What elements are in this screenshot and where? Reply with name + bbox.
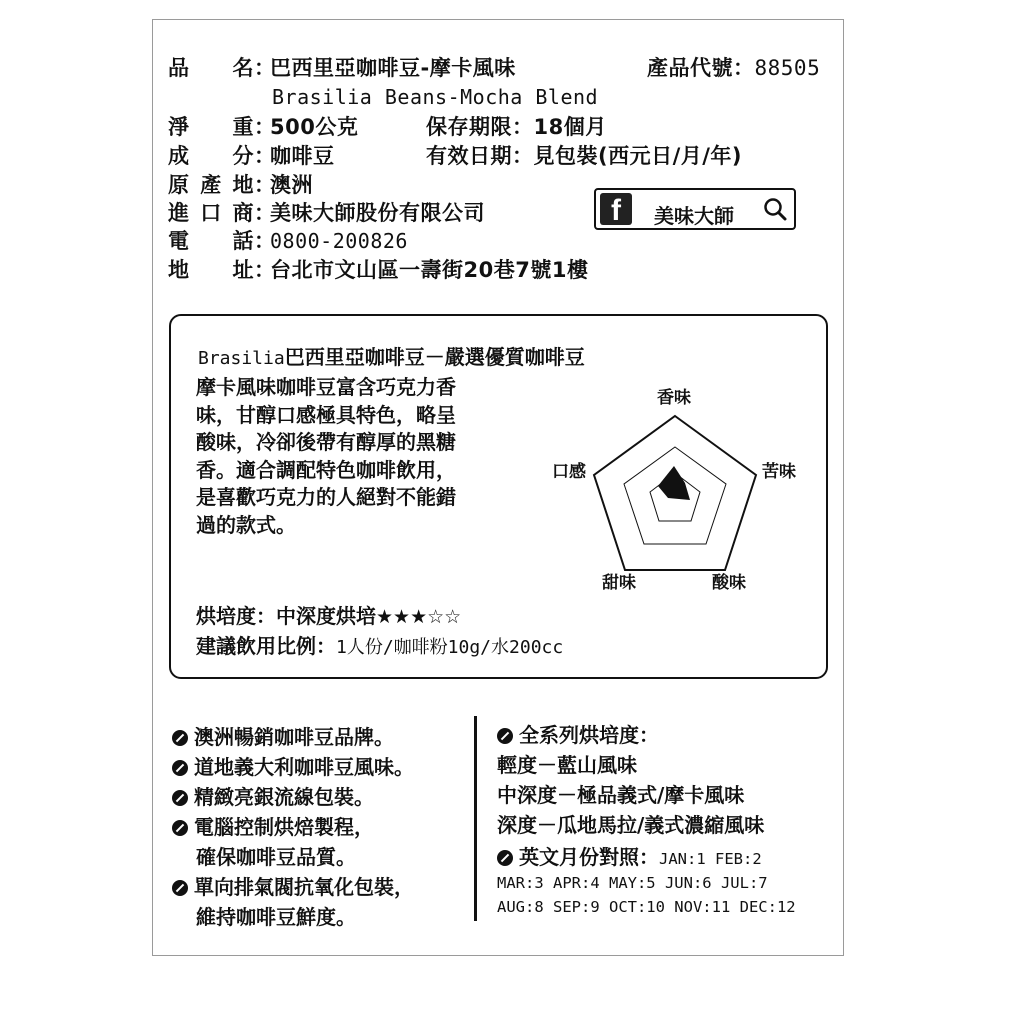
roast-series-line: 中深度－極品義式/摩卡風味 [497, 783, 745, 807]
panel-title [198, 341, 585, 370]
product-code: 88505 [754, 56, 821, 80]
phone-label: 電 話 [168, 229, 254, 253]
bullet-icon [497, 850, 513, 866]
feature-item: 電腦控制烘焙製程， [172, 812, 414, 842]
bullet-icon [172, 880, 188, 896]
feature-item: 單向排氣閥抗氧化包裝， [172, 872, 414, 902]
flavor-description [196, 374, 456, 539]
shelf-life-row [426, 117, 607, 138]
ingredients-label: 成 分 [168, 144, 254, 168]
product-code-label: 產品代號： [647, 56, 755, 80]
product-code-row [647, 58, 820, 79]
feature-list [172, 722, 414, 932]
month-line: JAN:1 FEB:2 [659, 850, 762, 868]
bullet-icon [172, 790, 188, 806]
ingredients-value: 咖啡豆 [270, 144, 335, 168]
phone-value: 0800-200826 [270, 229, 408, 253]
product-name-row: 品 名：巴西里亞咖啡豆-摩卡風味 [168, 56, 516, 80]
roast-series-line: 深度－瓜地馬拉/義式濃縮風味 [497, 813, 765, 837]
origin-label: 原產地 [168, 173, 254, 197]
weight-row: 淨 重：500公克 [168, 115, 359, 139]
month-reference-heading: 英文月份對照： [519, 845, 659, 869]
weight-value: 500公克 [270, 115, 359, 139]
description-line: 味，甘醇口感極具特色，略呈 [196, 402, 456, 427]
radar-label-sour: 酸味 [712, 573, 746, 593]
radar-label-sweet: 甜味 [602, 573, 636, 593]
month-reference [497, 845, 796, 919]
roast-level-label: 烘培度：中深度烘培 [196, 604, 376, 628]
facebook-icon: f [600, 193, 632, 225]
panel-title-text: 巴西里亞咖啡豆－嚴選優質咖啡豆 [284, 345, 585, 369]
address-label: 地 址 [168, 258, 254, 282]
importer-label: 進口商 [168, 201, 254, 225]
shelf-life-label: 保存期限： [426, 115, 534, 139]
address-row: 地 址：台北市文山區一壽街20巷7號1樓 [168, 258, 589, 282]
flavor-radar-chart [540, 380, 820, 600]
brew-ratio [196, 630, 563, 659]
feature-item: 精緻亮銀流線包裝。 [172, 782, 414, 812]
bullet-icon [497, 728, 513, 744]
shelf-life-value: 18個月 [533, 115, 607, 139]
month-line: MAR:3 APR:4 MAY:5 JUN:6 JUL:7 [497, 874, 768, 892]
expiry-label: 有效日期： [426, 144, 534, 168]
product-name-label: 品 名 [168, 56, 254, 80]
roast-series-line: 輕度－藍山風味 [497, 753, 637, 777]
radar-label-bitter: 苦味 [762, 462, 796, 482]
feature-item: 澳洲暢銷咖啡豆品牌。 [172, 722, 414, 752]
description-line: 摩卡風味咖啡豆富含巧克力香 [196, 375, 456, 399]
roast-level [196, 600, 461, 629]
weight-label: 淨 重 [168, 115, 254, 139]
bullet-icon [172, 730, 188, 746]
description-line: 香。適合調配特色咖啡飲用， [196, 457, 456, 482]
radar-label-aroma: 香味 [657, 388, 691, 408]
bullet-icon [172, 760, 188, 776]
product-name: 巴西里亞咖啡豆-摩卡風味 [270, 56, 516, 80]
feature-item-continuation: 確保咖啡豆品質。 [196, 845, 356, 869]
expiry-value: 見包裝(西元日/月/年) [533, 144, 743, 168]
importer-row: 進口商：美味大師股份有限公司 [168, 201, 485, 225]
bullet-icon [172, 820, 188, 836]
description-line: 酸味，冷卻後帶有醇厚的黑糖 [196, 430, 456, 454]
feature-item-continuation: 維持咖啡豆鮮度。 [196, 905, 356, 929]
radar-flavor-profile [658, 466, 690, 500]
facebook-search-box [594, 188, 796, 230]
importer-value: 美味大師股份有限公司 [270, 201, 485, 225]
expiry-row [426, 146, 742, 167]
brew-ratio-value: 1人份/咖啡粉10g/水200cc [336, 637, 564, 658]
brew-ratio-label: 建議飲用比例： [196, 634, 336, 658]
description-line: 是喜歡巧克力的人絕對不能錯 [196, 485, 456, 509]
origin-row: 原產地：澳洲 [168, 173, 313, 197]
product-english-name: Brasilia Beans-Mocha Blend [272, 85, 599, 109]
feature-item: 道地義大利咖啡豆風味。 [172, 752, 414, 782]
roast-series [497, 720, 764, 840]
description-line: 過的款式。 [196, 512, 296, 537]
roast-stars: ★★★☆☆ [376, 606, 462, 628]
panel-title-brand: Brasilia [198, 348, 285, 369]
address-value: 台北市文山區一壽街20巷7號1樓 [270, 258, 589, 282]
roast-series-heading: 全系列烘培度： [497, 720, 764, 750]
search-icon [762, 196, 788, 222]
facebook-page-name: 美味大師 [654, 204, 734, 228]
phone-row: 電 話：0800-200826 [168, 229, 408, 253]
month-line: AUG:8 SEP:9 OCT:10 NOV:11 DEC:12 [497, 898, 796, 916]
origin-value: 澳洲 [270, 173, 313, 197]
radar-label-mouthfeel: 口感 [552, 462, 586, 482]
section-divider [474, 716, 477, 921]
ingredients-row: 成 分：咖啡豆 [168, 144, 335, 168]
